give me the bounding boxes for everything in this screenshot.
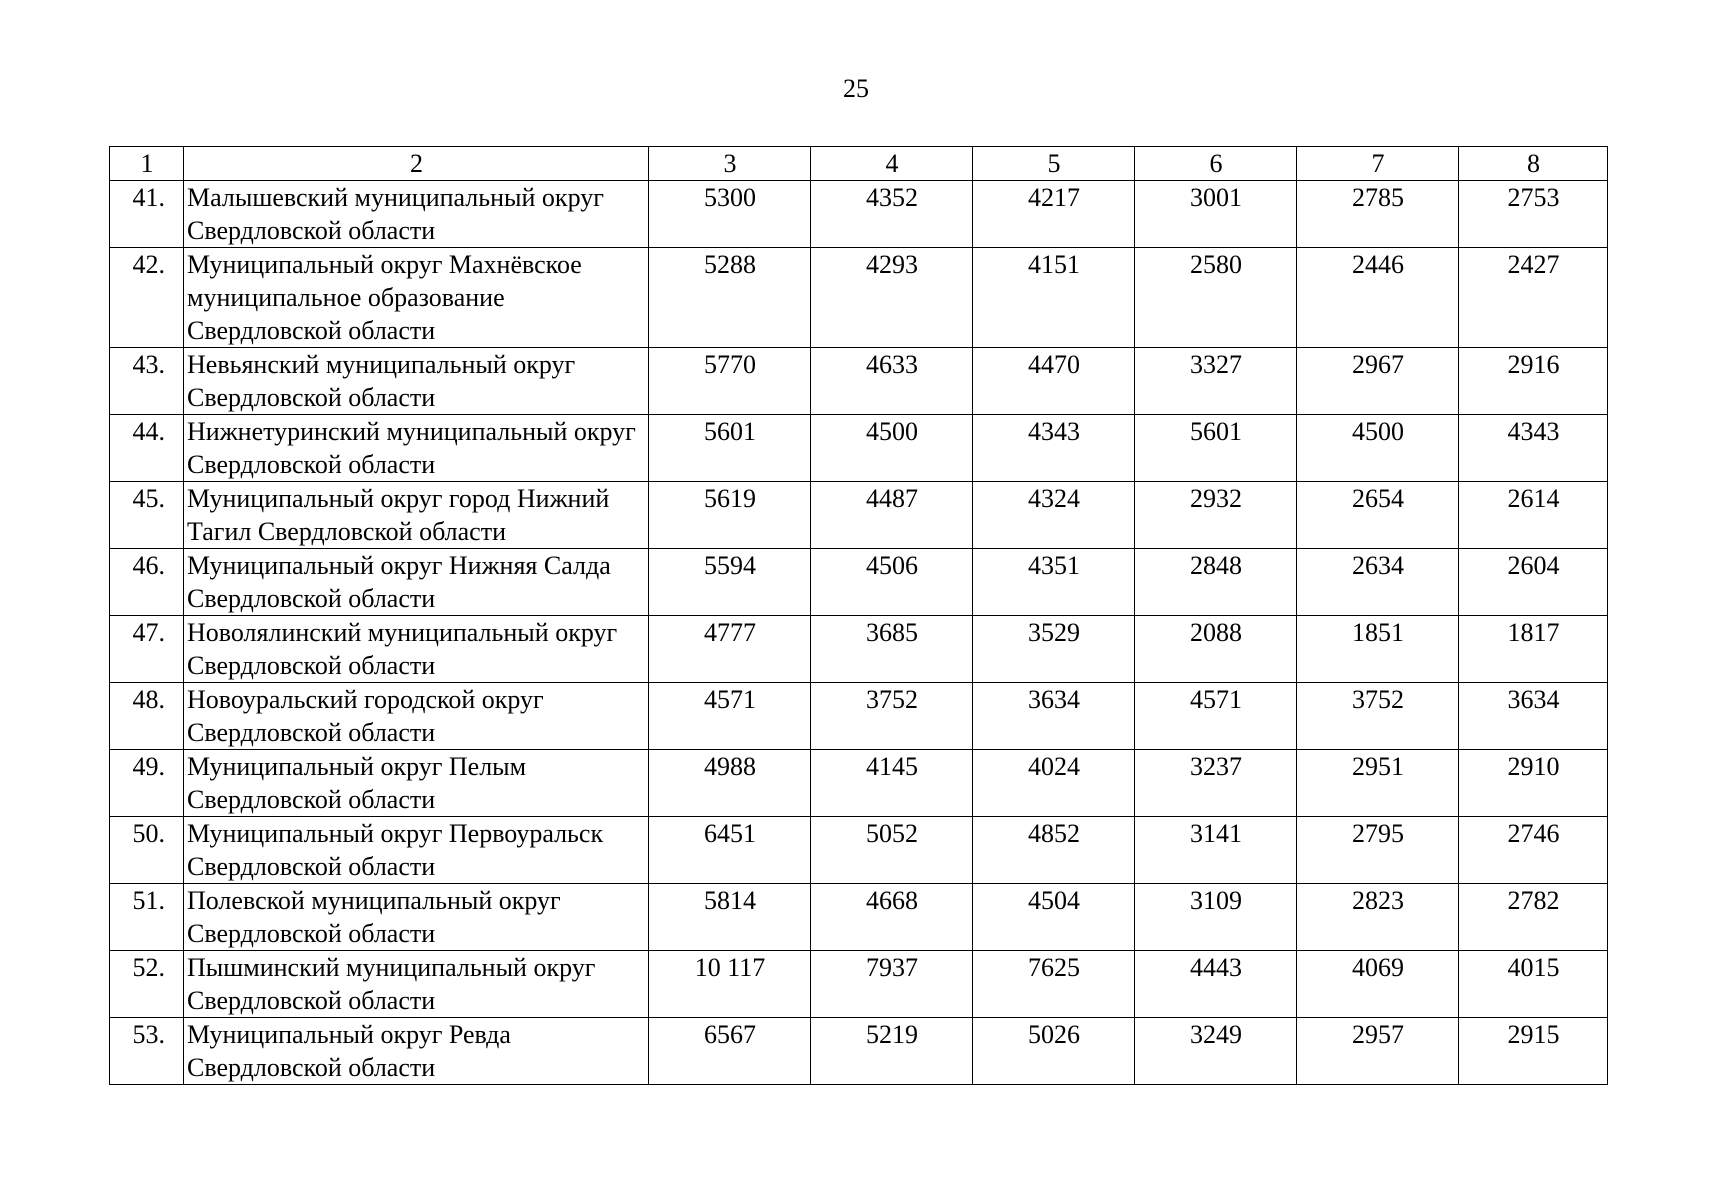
table-row <box>110 951 1608 1018</box>
value-cell: 2604 <box>1459 549 1608 616</box>
value-cell: 2848 <box>1135 549 1297 616</box>
column-header: 3 <box>649 147 811 181</box>
value-cell: 2746 <box>1459 817 1608 884</box>
value-cell: 5300 <box>649 181 811 248</box>
value-cell: 6451 <box>649 817 811 884</box>
table-row <box>110 683 1608 750</box>
municipality-name: Муниципальный округ Первоуральск Свердловской области <box>184 817 649 884</box>
value-cell: 7937 <box>811 951 973 1018</box>
row-number: 46. <box>110 549 184 616</box>
value-cell: 4633 <box>811 348 973 415</box>
row-number: 49. <box>110 750 184 817</box>
row-number: 45. <box>110 482 184 549</box>
value-cell: 4343 <box>1459 415 1608 482</box>
value-cell: 2580 <box>1135 248 1297 348</box>
row-number: 53. <box>110 1018 184 1085</box>
value-cell: 4506 <box>811 549 973 616</box>
row-number: 51. <box>110 884 184 951</box>
value-cell: 5026 <box>973 1018 1135 1085</box>
page-number: 25 <box>843 74 869 103</box>
table-row <box>110 884 1608 951</box>
value-cell: 3237 <box>1135 750 1297 817</box>
table-row <box>110 1018 1608 1085</box>
municipality-name: Муниципальный округ город Нижний Тагил Свердловской области <box>184 482 649 549</box>
value-cell: 4151 <box>973 248 1135 348</box>
table-row <box>110 348 1608 415</box>
value-cell: 4487 <box>811 482 973 549</box>
value-cell: 2785 <box>1297 181 1459 248</box>
value-cell: 4852 <box>973 817 1135 884</box>
value-cell: 2951 <box>1297 750 1459 817</box>
column-header: 2 <box>184 147 649 181</box>
table-row <box>110 616 1608 683</box>
value-cell: 3001 <box>1135 181 1297 248</box>
value-cell: 3327 <box>1135 348 1297 415</box>
value-cell: 10 117 <box>649 951 811 1018</box>
value-cell: 4351 <box>973 549 1135 616</box>
row-number: 48. <box>110 683 184 750</box>
table-row <box>110 549 1608 616</box>
value-cell: 5619 <box>649 482 811 549</box>
value-cell: 2795 <box>1297 817 1459 884</box>
value-cell: 5288 <box>649 248 811 348</box>
value-cell: 6567 <box>649 1018 811 1085</box>
value-cell: 4571 <box>1135 683 1297 750</box>
value-cell: 2427 <box>1459 248 1608 348</box>
municipality-name: Новоуральский городской округ Свердловской области <box>184 683 649 750</box>
municipality-name: Полевской муниципальный округ Свердловской области <box>184 884 649 951</box>
value-cell: 4470 <box>973 348 1135 415</box>
value-cell: 2088 <box>1135 616 1297 683</box>
value-cell: 3752 <box>811 683 973 750</box>
column-header: 6 <box>1135 147 1297 181</box>
table-row <box>110 750 1608 817</box>
row-number: 43. <box>110 348 184 415</box>
municipality-name: Нижнетуринский муниципальный округ Свердловской области <box>184 415 649 482</box>
value-cell: 4217 <box>973 181 1135 248</box>
municipality-name: Муниципальный округ Махнёвское муниципальное образование Свердловской области <box>184 248 649 348</box>
value-cell: 5594 <box>649 549 811 616</box>
table-row <box>110 817 1608 884</box>
value-cell: 3141 <box>1135 817 1297 884</box>
value-cell: 2967 <box>1297 348 1459 415</box>
value-cell: 4015 <box>1459 951 1608 1018</box>
value-cell: 2916 <box>1459 348 1608 415</box>
municipality-name: Муниципальный округ Пелым Свердловской области <box>184 750 649 817</box>
value-cell: 4352 <box>811 181 973 248</box>
value-cell: 2782 <box>1459 884 1608 951</box>
municipality-name: Невьянский муниципальный округ Свердловской области <box>184 348 649 415</box>
value-cell: 3752 <box>1297 683 1459 750</box>
value-cell: 4500 <box>1297 415 1459 482</box>
value-cell: 5601 <box>649 415 811 482</box>
value-cell: 5770 <box>649 348 811 415</box>
value-cell: 4988 <box>649 750 811 817</box>
column-header: 1 <box>110 147 184 181</box>
value-cell: 4668 <box>811 884 973 951</box>
municipality-name: Новолялинский муниципальный округ Свердловской области <box>184 616 649 683</box>
value-cell: 3109 <box>1135 884 1297 951</box>
value-cell: 5601 <box>1135 415 1297 482</box>
value-cell: 4343 <box>973 415 1135 482</box>
row-number: 47. <box>110 616 184 683</box>
value-cell: 3685 <box>811 616 973 683</box>
column-header: 8 <box>1459 147 1608 181</box>
value-cell: 4293 <box>811 248 973 348</box>
municipality-name: Муниципальный округ Ревда Свердловской области <box>184 1018 649 1085</box>
header-row <box>110 147 1608 181</box>
value-cell: 4504 <box>973 884 1135 951</box>
municipality-name: Малышевский муниципальный округ Свердловской области <box>184 181 649 248</box>
value-cell: 3634 <box>973 683 1135 750</box>
column-header: 7 <box>1297 147 1459 181</box>
row-number: 50. <box>110 817 184 884</box>
value-cell: 1817 <box>1459 616 1608 683</box>
municipality-name: Пышминский муниципальный округ Свердловской области <box>184 951 649 1018</box>
value-cell: 2823 <box>1297 884 1459 951</box>
value-cell: 3529 <box>973 616 1135 683</box>
value-cell: 2446 <box>1297 248 1459 348</box>
row-number: 42. <box>110 248 184 348</box>
table-row <box>110 248 1608 348</box>
value-cell: 7625 <box>973 951 1135 1018</box>
value-cell: 2614 <box>1459 482 1608 549</box>
value-cell: 2654 <box>1297 482 1459 549</box>
value-cell: 4571 <box>649 683 811 750</box>
value-cell: 4069 <box>1297 951 1459 1018</box>
value-cell: 4777 <box>649 616 811 683</box>
value-cell: 4443 <box>1135 951 1297 1018</box>
value-cell: 2910 <box>1459 750 1608 817</box>
value-cell: 2957 <box>1297 1018 1459 1085</box>
value-cell: 5814 <box>649 884 811 951</box>
value-cell: 2915 <box>1459 1018 1608 1085</box>
data-table <box>109 146 1608 1085</box>
value-cell: 2753 <box>1459 181 1608 248</box>
table-row <box>110 181 1608 248</box>
row-number: 52. <box>110 951 184 1018</box>
table-row <box>110 415 1608 482</box>
municipality-name: Муниципальный округ Нижняя Салда Свердловской области <box>184 549 649 616</box>
value-cell: 3249 <box>1135 1018 1297 1085</box>
value-cell: 4145 <box>811 750 973 817</box>
value-cell: 4024 <box>973 750 1135 817</box>
value-cell: 1851 <box>1297 616 1459 683</box>
row-number: 41. <box>110 181 184 248</box>
column-header: 4 <box>811 147 973 181</box>
value-cell: 5219 <box>811 1018 973 1085</box>
column-header: 5 <box>973 147 1135 181</box>
value-cell: 4324 <box>973 482 1135 549</box>
value-cell: 2634 <box>1297 549 1459 616</box>
value-cell: 5052 <box>811 817 973 884</box>
value-cell: 4500 <box>811 415 973 482</box>
value-cell: 2932 <box>1135 482 1297 549</box>
row-number: 44. <box>110 415 184 482</box>
value-cell: 3634 <box>1459 683 1608 750</box>
table-row <box>110 482 1608 549</box>
